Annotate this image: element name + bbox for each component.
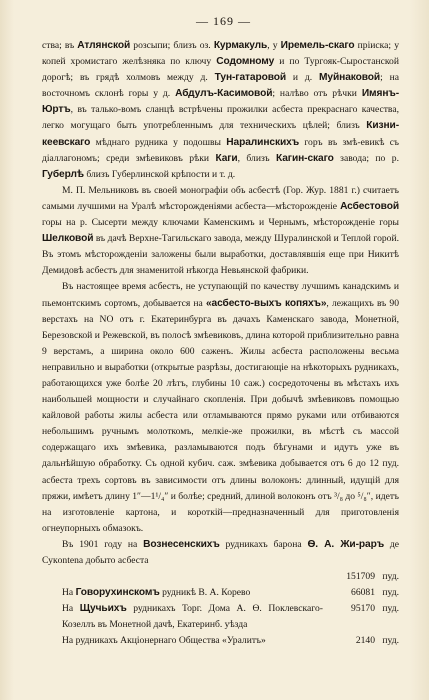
bold-term: Кизни- [366, 120, 399, 132]
production-label [42, 585, 323, 601]
text-run: М. П. Мельниковъ въ своей монографiи объ асбестѣ (Гор. Жур. 1881 г.) считаетъ самыми лучшими на Уралѣ мѣсторожденiями асбеста—мѣсторожденiе [42, 184, 399, 212]
label-prefix: На рудникахъ Акцiонернаго Общества «Уралитъ» [62, 635, 266, 647]
text-run: горъ въ змѣ- [299, 136, 361, 148]
bold-term: Содомному [216, 56, 275, 68]
text-run: евикѣ съ дiаллагономъ; среди змѣевиковъ рѣки [42, 136, 399, 164]
text-run: ; на восточномъ склонѣ горы у д. [42, 72, 399, 100]
bold-term: «асбесто- [205, 297, 254, 309]
bold-term: Наралинскихъ [226, 136, 300, 148]
text-run: завода; по р. [333, 152, 399, 164]
production-amount: 95170 [351, 603, 375, 615]
text-run: де Сукontena добыто асбеста [42, 538, 399, 566]
text-run: , въ талько- [70, 104, 122, 116]
production-unit: пуд. [382, 587, 399, 599]
production-row [42, 585, 399, 601]
text-run: Въ 1901 году на [62, 538, 144, 550]
text-run: мѣднаго рудника у подошвы [90, 136, 227, 148]
production-unit: пуд. [382, 603, 399, 615]
mine-name: Говорухинскомъ [75, 587, 160, 599]
text-run: и по Тургояк-Сыростанской дорогѣ; въ грядѣ холмовъ между д. [42, 56, 399, 84]
mine-name: Щучьихъ [79, 603, 127, 615]
label-suffix: рудникѣ В. А. Корево [159, 587, 251, 599]
bold-term: гатаровой [235, 72, 287, 84]
bold-term: выхъ копяхъ» [253, 297, 327, 309]
text-run: близъ Губерлинской крѣпости и т. д. [83, 168, 236, 180]
text-run: горы на р. Сысерти между ключами Каменскимъ и Чернымъ, мѣсторожденiе горы [42, 217, 399, 229]
production-row [42, 633, 399, 649]
production-amount: 66081 [351, 587, 375, 599]
bold-term: раръ [358, 538, 385, 550]
bold-term: Иремель- [280, 40, 329, 51]
bold-term: Каги [215, 152, 238, 164]
paragraph-asbestos-mines [42, 279, 399, 537]
bold-term: скаго [328, 40, 355, 51]
bold-term: кеевскаго [42, 136, 91, 148]
text-run: розсыпи; близъ оз. [130, 40, 214, 51]
bold-term: Губерлѣ [42, 168, 84, 180]
label-prefix: На [62, 603, 80, 615]
bold-term: Ѳ. А. Жи- [307, 538, 359, 550]
label-suffix: рудникахъ Торг. Дома А. Ѳ. Поклевскаго-Козеллъ въ Монетной дачѣ, Екатеринб. уѣзда [62, 603, 323, 631]
bold-term: Шелковой [42, 233, 94, 245]
paragraph-melnikov [42, 183, 399, 280]
bold-term: Муйнаковой [319, 72, 381, 84]
production-unit: пуд. [382, 635, 399, 647]
production-label [42, 633, 323, 649]
production-list [42, 569, 399, 649]
text-run: рудникахъ барона [219, 538, 308, 550]
bold-term: Атлянской [77, 40, 131, 51]
bold-term: Имянъ-Юртъ [42, 88, 399, 116]
bold-term: Абдулъ-Касимовой [175, 88, 273, 100]
production-amount: 2140 [355, 635, 375, 647]
bold-term: Кагин- [276, 152, 308, 164]
text-run: Въ настоящее время асбестъ, не уступающiй по качеству лучшимъ канадскимъ и пьемонтскимъ сортомъ, добывается на [42, 281, 399, 309]
text-run: ; налѣво отъ рѣчки [272, 88, 362, 100]
production-unit: пуд. [382, 571, 399, 583]
text-run: вомъ сланцѣ встрѣчены прожилки асбеста прекраснаго качества, легко могущаго быть употребленнымъ для техническихъ цѣлей; близъ [42, 104, 399, 132]
bold-term: Курмакуль [213, 40, 268, 51]
text-run: въ дачѣ Верхне-Тагильскаго завода, между Шуралинской и Теплой горой. Въ этомъ мѣсторожденiи заложены были выработки, доставлявшiя еще при Никитѣ Демидовѣ асбестъ для знаменитой нѣкогда Невьянской фабрики. [42, 233, 399, 277]
bold-term: Вознесенскихъ [143, 538, 220, 550]
text-run: и д. [286, 72, 320, 84]
production-amount: 151709 [346, 571, 375, 583]
text-run: прiиска; у копей хромистаго желѣзняка по ключу [42, 40, 399, 68]
production-label [42, 569, 323, 585]
label-prefix: На [62, 587, 76, 599]
bold-term: Тун- [214, 72, 236, 84]
text-run: , лежащихъ въ 90 верстахъ на NO отъ г. Екатеринбурга въ дачахъ Каменскаго завода, Монетной, Березовской и Режевской, въ полосѣ змѣевиковъ, длина которой приблизительно равна 9 верстамъ, а ширина около 600 саженъ. Жилы асбеста расположены весьма неправильно и выработки (открытые разрѣзы, достигающiе на нѣкоторыхъ рудникахъ, работающихся уже болѣе 20 лѣтъ, глубины 10 саж.) сосредоточены въ мѣстахъ ихъ наибольшей мощности и случайнаго скопленiя. При добычѣ змѣевиковъ помощью кайловой работы жилы асбеста или отламываются прямо руками или отбиваются небольшимъ ручнымъ молоткомъ, мелкiе-же прожилки, въ мѣстѣ съ массой содержащаго ихъ змѣевика, разламываются подъ бѣгунами и идутъ уже въ дальнѣйшую обработку. Съ одной кубич. саж. змѣевика добывается отъ 6 до 12 пуд. асбеста трехъ сортовъ въ зависимости отъ длины волоконъ: длинный, идущiй для пряжи, имѣетъ длину 1″—1¹/₄″ и болѣе; средний, длиной волоконъ отъ ³/₈ до ⁵/₈″, идетъ на изготовленiе картона, и короткiй—предназначенный для приготовленiя огнеупорныхъ обмазокъ. [42, 297, 400, 534]
production-label [42, 601, 323, 633]
production-row [42, 601, 399, 633]
page-number: — 169 — [196, 14, 251, 28]
production-row [42, 569, 399, 585]
text-run: ства; въ [42, 40, 78, 51]
text-run: , у [267, 40, 281, 51]
bold-term: скаго [307, 152, 334, 164]
paragraph-production-1901 [42, 537, 399, 569]
paragraph-localities [42, 38, 399, 183]
bold-term: Асбестовой [340, 200, 399, 212]
text-run: , близъ [237, 152, 276, 164]
